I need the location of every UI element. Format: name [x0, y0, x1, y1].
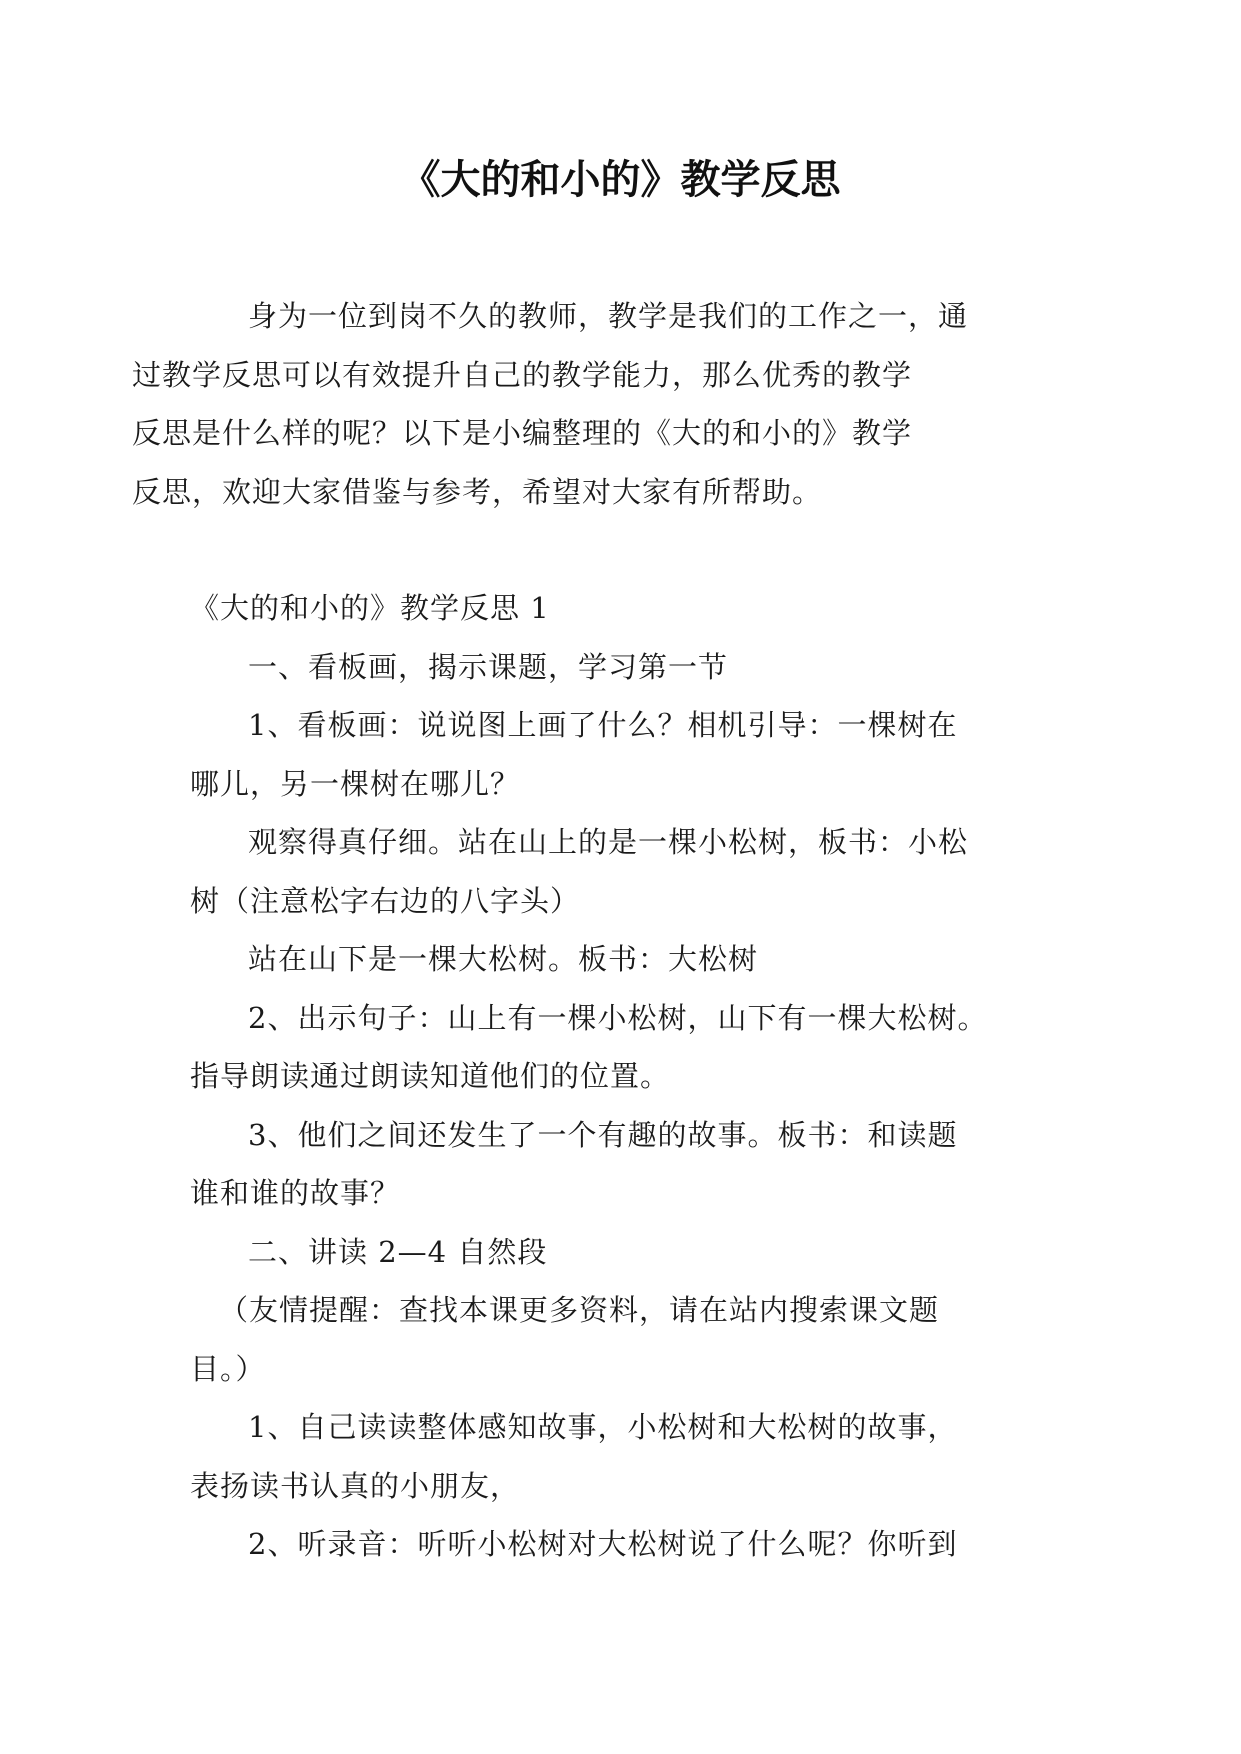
- intro-line: 过教学反思可以有效提升自己的教学能力，那么优秀的教学: [132, 357, 913, 392]
- paragraph-line: 目。）: [190, 1351, 266, 1386]
- paragraph-line: 表扬读书认真的小朋友，: [190, 1468, 521, 1503]
- section-heading: 《大的和小的》教学反思 1: [190, 591, 550, 625]
- paragraph-line: 3、他们之间还发生了一个有趣的故事。板书：和读题: [248, 1117, 958, 1152]
- spacer: [190, 521, 1050, 579]
- paragraph-line: 观察得真仔细。站在山上的是一棵小松树，板书：小松: [248, 825, 969, 859]
- intro-paragraph: [132, 287, 1050, 521]
- paragraph-line: 一、看板画，揭示课题，学习第一节: [248, 649, 729, 684]
- paragraph-line: 1、看板画：说说图上画了什么？相机引导：一棵树在: [248, 708, 958, 742]
- section-paragraph: [190, 696, 1050, 813]
- intro-line: 反思是什么样的呢？以下是小编整理的《大的和小的》教学: [132, 416, 913, 450]
- paragraph-line: 2、出示句子：山上有一棵小松树，山下有一棵大松树。: [248, 1000, 988, 1035]
- intro-line: 反思，欢迎大家借鉴与参考，希望对大家有所帮助。: [132, 474, 823, 509]
- intro-line: 身为一位到岗不久的教师，教学是我们的工作之一，通: [248, 299, 969, 333]
- paragraph-line: 二、讲读 2—4 自然段: [248, 1234, 548, 1269]
- paragraph-line: 指导朗读通过朗读知道他们的位置。: [190, 1059, 671, 1093]
- section-paragraph: [190, 1398, 1050, 1515]
- section-paragraph: [190, 989, 1050, 1106]
- section-paragraph: [190, 638, 1050, 697]
- paragraph-line: 树（注意松字右边的八字头）: [190, 883, 581, 918]
- section-paragraph: [190, 1515, 1050, 1574]
- paragraph-line: 哪儿，另一棵树在哪儿？: [190, 766, 521, 801]
- section-paragraph: [190, 1106, 1050, 1223]
- paragraph-line: 谁和谁的故事？: [190, 1176, 401, 1210]
- section-paragraph: [190, 930, 1050, 989]
- paragraph-line: 站在山下是一棵大松树。板书：大松树: [248, 942, 759, 976]
- paragraph-line: （友情提醒：查找本课更多资料，请在站内搜索课文题: [219, 1293, 940, 1327]
- section-paragraph: [190, 1223, 1050, 1282]
- section-paragraph: [190, 813, 1050, 930]
- section-paragraph: [190, 1281, 1050, 1398]
- paragraph-line: 2、听录音：听听小松树对大松树说了什么呢？你听到: [248, 1527, 958, 1561]
- document-body: [132, 287, 1050, 1574]
- document-title: 《大的和小的》教学反思: [400, 157, 841, 203]
- paragraph-line: 1、自己读读整体感知故事，小松树和大松树的故事，: [248, 1410, 958, 1444]
